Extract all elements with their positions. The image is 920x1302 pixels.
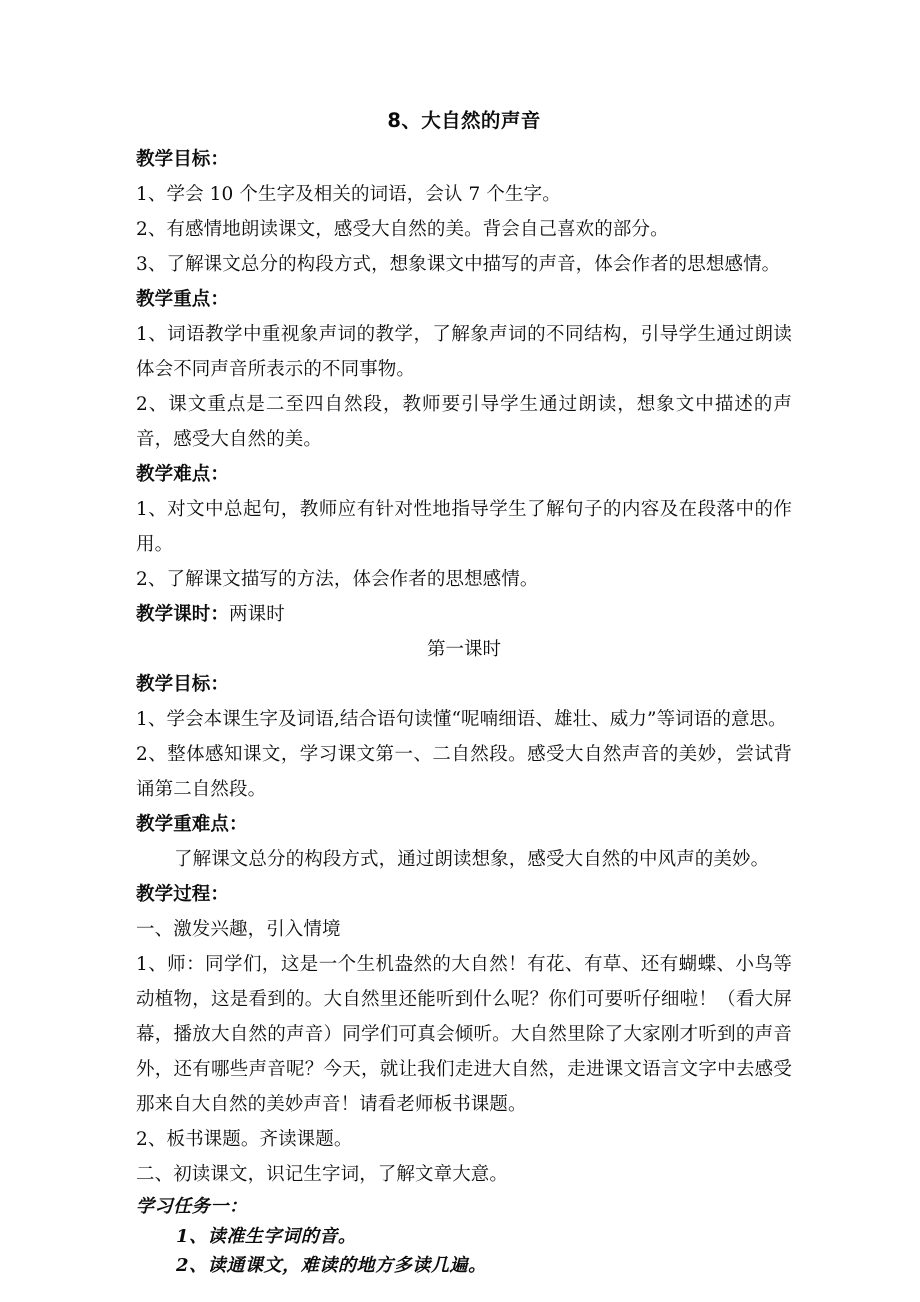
task-one-item: 2、读通课文，难读的地方多读几遍。 (176, 1255, 487, 1276)
heading-lesson-one-process: 教学过程： (136, 884, 230, 905)
lesson-one-title: 第一课时 (426, 639, 501, 660)
class-hours-value: 两课时 (229, 604, 285, 625)
heading-teaching-difficulties: 教学难点： (136, 464, 230, 485)
heading-lesson-one-key-difficulties: 教学重难点： (136, 814, 248, 835)
class-hours-label: 教学课时： (136, 604, 230, 625)
process-step: 一、激发兴趣，引入情境 (136, 919, 341, 940)
difficulty-item: 2、了解课文描写的方法，体会作者的思想感情。 (136, 569, 539, 590)
heading-task-one: 学习任务一： (136, 1196, 248, 1217)
task-one-item: 1、读准生字词的音。 (176, 1226, 357, 1247)
key-point-item: 1、词语教学中重视象声词的教学，了解象声词的不同结构，引导学生通过朗读体会不同声音所表示的不同事物。 (136, 324, 792, 380)
objective-item: 1、学会 10 个生字及相关的词语，会认 7 个生字。 (136, 184, 561, 205)
lesson-one-key-difficulty-item: 了解课文总分的构段方式，通过朗读想象，感受大自然的中风声的美妙。 (174, 849, 770, 870)
objective-item: 3、了解课文总分的构段方式，想象课文中描写的声音，体会作者的思想感情。 (136, 254, 781, 275)
process-step: 1、师：同学们，这是一个生机盎然的大自然！有花、有草、还有蝴蝶、小鸟等动植物，这是看到的。大自然里还能听到什么呢？你们可要听仔细啦！（看大屏幕，播放大自然的声音）同学们可真会倾听。大自然里除了大家刚才听到的声音外，还有哪些声音呢？今天，就让我们走进大自然，走进课文语言文字中去感受那来自大自然的美妙声音！请看老师板书课题。 (136, 954, 792, 1115)
document-body (136, 104, 792, 1280)
page-title: 8、大自然的声音 (387, 109, 541, 132)
difficulty-item: 1、对文中总起句，教师应有针对性地指导学生了解句子的内容及在段落中的作用。 (136, 499, 792, 555)
heading-class-hours (136, 597, 792, 632)
lesson-one-objective-item: 1、学会本课生字及词语,结合语句读懂“呢喃细语、雄壮、威力”等词语的意思。 (136, 709, 787, 730)
process-step: 2、板书课题。齐读课题。 (136, 1129, 353, 1150)
heading-lesson-one-objectives: 教学目标： (136, 674, 230, 695)
lesson-one-objective-item: 2、整体感知课文，学习课文第一、二自然段。感受大自然声音的美妙，尝试背诵第二自然段。 (136, 744, 792, 800)
key-point-item: 2、课文重点是二至四自然段，教师要引导学生通过朗读，想象文中描述的声音，感受大自然的美。 (136, 394, 792, 450)
heading-teaching-objectives: 教学目标： (136, 149, 230, 170)
process-step: 二、初读课文，识记生字词，了解文章大意。 (136, 1164, 509, 1185)
objective-item: 2、有感情地朗读课文，感受大自然的美。背会自己喜欢的部分。 (136, 219, 669, 240)
heading-teaching-key-points: 教学重点： (136, 289, 230, 310)
